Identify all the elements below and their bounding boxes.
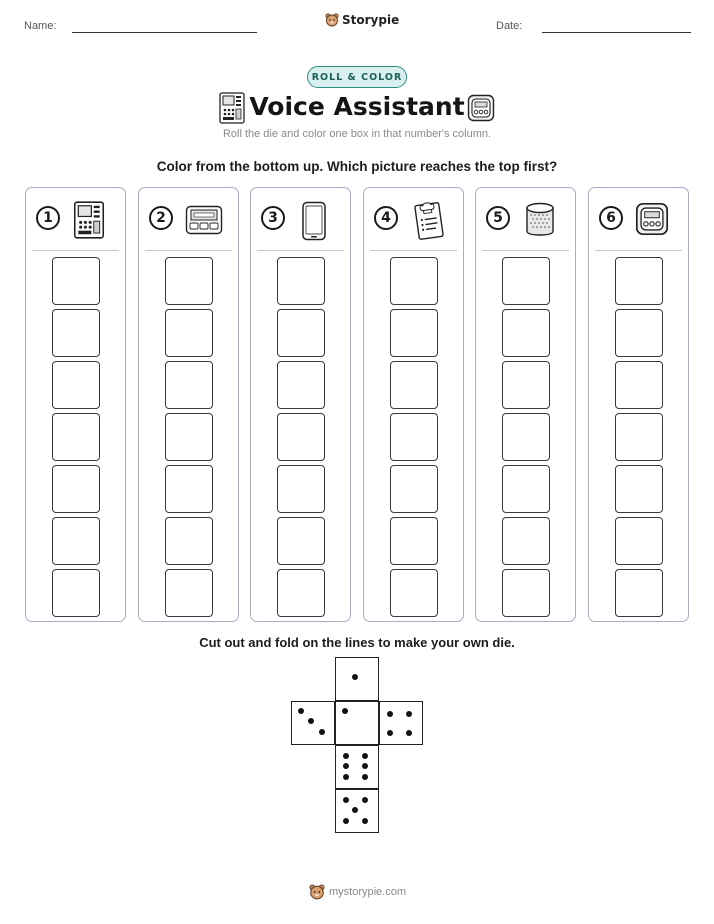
color-box[interactable] <box>615 465 663 513</box>
color-box[interactable] <box>390 361 438 409</box>
column-5 <box>475 187 576 622</box>
color-box[interactable] <box>390 465 438 513</box>
color-box[interactable] <box>502 257 550 305</box>
column-number: 3 <box>261 206 285 230</box>
color-box[interactable] <box>502 465 550 513</box>
color-box[interactable] <box>615 361 663 409</box>
recipe-card-icon <box>414 201 444 246</box>
color-box[interactable] <box>390 569 438 617</box>
color-box[interactable] <box>390 257 438 305</box>
column-number: 2 <box>149 206 173 230</box>
column-header <box>26 188 125 250</box>
color-box[interactable] <box>502 309 550 357</box>
die-face-5 <box>335 789 379 833</box>
footer-url[interactable]: mystorypie.com <box>329 886 407 898</box>
column-header <box>476 188 575 250</box>
storypie-bear-icon <box>325 13 339 27</box>
color-box[interactable] <box>502 517 550 565</box>
color-box[interactable] <box>502 413 550 461</box>
date-line[interactable] <box>542 32 691 33</box>
smart-panel-icon <box>72 201 106 244</box>
color-box[interactable] <box>165 465 213 513</box>
column-number: 1 <box>36 206 60 230</box>
timer-icon <box>467 94 495 127</box>
color-box[interactable] <box>165 569 213 617</box>
die-face-4 <box>379 701 423 745</box>
color-box[interactable] <box>615 517 663 565</box>
footer <box>309 884 406 900</box>
color-box[interactable] <box>277 361 325 409</box>
column-number: 4 <box>374 206 398 230</box>
color-box[interactable] <box>165 309 213 357</box>
column-divider <box>145 250 232 251</box>
timer-icon <box>635 202 669 241</box>
column-6 <box>588 187 689 622</box>
color-box[interactable] <box>615 257 663 305</box>
column-header <box>589 188 688 250</box>
color-box[interactable] <box>52 517 100 565</box>
storypie-bear-icon <box>309 884 325 900</box>
column-divider <box>32 250 119 251</box>
color-box[interactable] <box>52 569 100 617</box>
color-box[interactable] <box>277 465 325 513</box>
column-header <box>251 188 350 250</box>
page-title: Voice Assistant <box>249 92 465 121</box>
color-box[interactable] <box>615 309 663 357</box>
column-header <box>139 188 238 250</box>
color-box[interactable] <box>52 257 100 305</box>
brand-name: Storypie <box>342 13 400 27</box>
subtitle: Roll the die and color one box in that number's column. <box>222 128 492 140</box>
column-1 <box>25 187 126 622</box>
color-box[interactable] <box>52 309 100 357</box>
name-label: Name: <box>24 20 57 32</box>
smartphone-icon <box>301 201 327 246</box>
column-divider <box>257 250 344 251</box>
color-box[interactable] <box>390 309 438 357</box>
column-number: 6 <box>599 206 623 230</box>
color-box[interactable] <box>277 413 325 461</box>
column-divider <box>370 250 457 251</box>
activity-badge: ROLL & COLOR <box>307 66 407 88</box>
color-box[interactable] <box>502 569 550 617</box>
color-box[interactable] <box>52 465 100 513</box>
color-box[interactable] <box>277 517 325 565</box>
color-box[interactable] <box>502 361 550 409</box>
date-label: Date: <box>496 20 523 32</box>
brand-logo <box>325 13 399 27</box>
name-line[interactable] <box>72 32 257 33</box>
column-divider <box>482 250 569 251</box>
color-box[interactable] <box>52 413 100 461</box>
color-box[interactable] <box>277 257 325 305</box>
color-box[interactable] <box>277 309 325 357</box>
die-face-3 <box>291 701 335 745</box>
column-number: 5 <box>486 206 510 230</box>
column-3 <box>250 187 351 622</box>
smart-speaker-icon <box>524 201 556 242</box>
die-face-1 <box>335 657 379 701</box>
color-box[interactable] <box>52 361 100 409</box>
color-box[interactable] <box>390 413 438 461</box>
column-header <box>364 188 463 250</box>
color-box[interactable] <box>165 517 213 565</box>
column-divider <box>595 250 682 251</box>
die-face-6 <box>335 745 379 789</box>
smart-display-icon <box>185 205 223 240</box>
column-2 <box>138 187 239 622</box>
die-instructions: Cut out and fold on the lines to make your own die. <box>199 635 515 650</box>
color-box[interactable] <box>615 413 663 461</box>
instructions: Color from the bottom up. Which picture reaches the top first? <box>156 159 558 174</box>
color-box[interactable] <box>165 361 213 409</box>
die-face-1 <box>335 701 379 745</box>
color-box[interactable] <box>165 257 213 305</box>
color-box[interactable] <box>165 413 213 461</box>
column-4 <box>363 187 464 622</box>
color-box[interactable] <box>615 569 663 617</box>
color-box[interactable] <box>277 569 325 617</box>
color-box[interactable] <box>390 517 438 565</box>
